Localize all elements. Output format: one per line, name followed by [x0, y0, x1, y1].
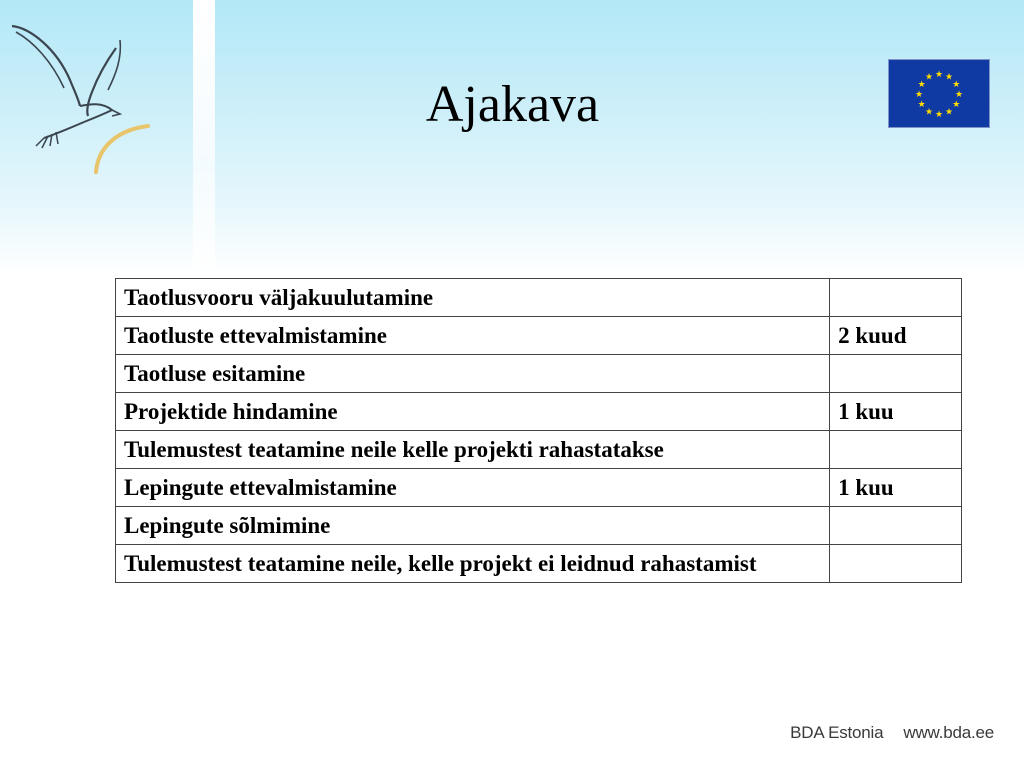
schedule-table	[115, 278, 962, 583]
eu-stars-icon	[889, 60, 989, 127]
footer-website: www.bda.ee	[903, 723, 994, 742]
svg-text:★: ★	[954, 90, 964, 100]
activity-cell: Projektide hindamine	[116, 393, 830, 431]
header-divider-stripe	[193, 0, 215, 275]
eu-flag-icon	[888, 59, 990, 128]
svg-text:★: ★	[934, 110, 944, 120]
svg-text:★: ★	[917, 80, 926, 90]
svg-text:★: ★	[924, 72, 934, 83]
dove-logo-icon	[8, 18, 158, 178]
duration-cell: 1 kuu	[830, 393, 962, 431]
table-row	[116, 469, 962, 507]
table-row	[116, 355, 962, 393]
table-row	[116, 317, 962, 355]
activity-cell: Taotlusvooru väljakuulutamine	[116, 279, 830, 317]
activity-cell: Taotluse esitamine	[116, 355, 830, 393]
svg-text:★: ★	[944, 72, 954, 83]
footer	[790, 723, 994, 743]
duration-cell	[830, 355, 962, 393]
table-row	[116, 393, 962, 431]
svg-text:★: ★	[952, 80, 961, 90]
duration-cell	[830, 545, 962, 583]
duration-cell	[830, 507, 962, 545]
svg-text:★: ★	[944, 107, 954, 118]
activity-cell: Lepingute sõlmimine	[116, 507, 830, 545]
duration-cell: 1 kuu	[830, 469, 962, 507]
svg-text:★: ★	[924, 107, 934, 118]
activity-cell: Tulemustest teatamine neile kelle projekti rahastatakse	[116, 431, 830, 469]
table-row	[116, 279, 962, 317]
svg-text:★: ★	[917, 100, 926, 110]
svg-text:★: ★	[952, 100, 961, 110]
page-title: Ajakava	[425, 76, 600, 133]
footer-organization: BDA Estonia	[790, 723, 884, 742]
activity-cell: Lepingute ettevalmistamine	[116, 469, 830, 507]
duration-cell	[830, 279, 962, 317]
table-row	[116, 545, 962, 583]
activity-cell: Taotluste ettevalmistamine	[116, 317, 830, 355]
table-row	[116, 431, 962, 469]
activity-cell: Tulemustest teatamine neile, kelle projekt ei leidnud rahastamist	[116, 545, 830, 583]
table-row	[116, 507, 962, 545]
svg-text:★: ★	[914, 90, 924, 100]
duration-cell	[830, 431, 962, 469]
duration-cell: 2 kuud	[830, 317, 962, 355]
svg-text:★: ★	[934, 70, 944, 80]
